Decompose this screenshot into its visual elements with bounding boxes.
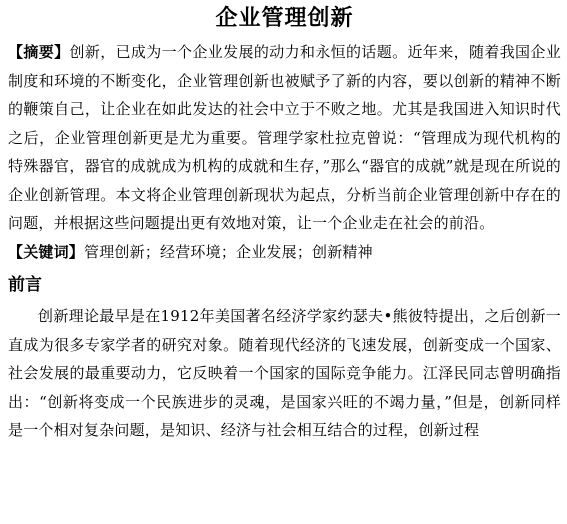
keywords-text: 管理创新；经营环境；企业发展；创新精神 [84,242,373,261]
preface-heading: 前言 [8,275,42,295]
document-title: 企业管理创新 [215,6,354,31]
abstract-paragraph [8,38,561,238]
abstract-label: 【摘要】 [8,43,70,61]
preface-paragraph: 创新理论最早是在1912年美国著名经济学家约瑟夫•熊彼特提出，之后创新一直成为很多专家学者的研究对象。随着现代经济的飞速发展，创新变成一个国家、社会发展的最重要动力，它反映着一个国家的国际竞争能力。江泽民同志曾明确指出：“创新将变成一个民族进步的灵魂，是国家兴旺的不竭力量，”但是，创新同样是一个相对复杂问题，是知识、经济与社会相互结合的过程，创新过程 [8,307,561,439]
document-page [8,0,561,445]
keywords-label: 【关键词】 [8,242,85,261]
abstract-text: 创新，已成为一个企业发展的动力和永恒的话题。近年来，随着我国企业制度和环境的不断变化，企业管理创新也被赋予了新的内容，要以创新的精神不断的鞭策自己，让企业在如此发达的社会中立于不败之地。尤其是我国进入知识时代之后，企业管理创新更是尤为重要。管理学家杜拉克曾说：“管理成为现代机构的特殊器官，器官的成就成为机构的成就和生存，”那么“器官的成就”就是现在所说的企业创新管理。本文将企业管理创新现状为起点，分析当前企业管理创新中存在的问题，并根据这些问题提出更有效地对策，让一个企业走在社会的前沿。 [8,43,561,232]
keywords-paragraph [8,238,561,267]
